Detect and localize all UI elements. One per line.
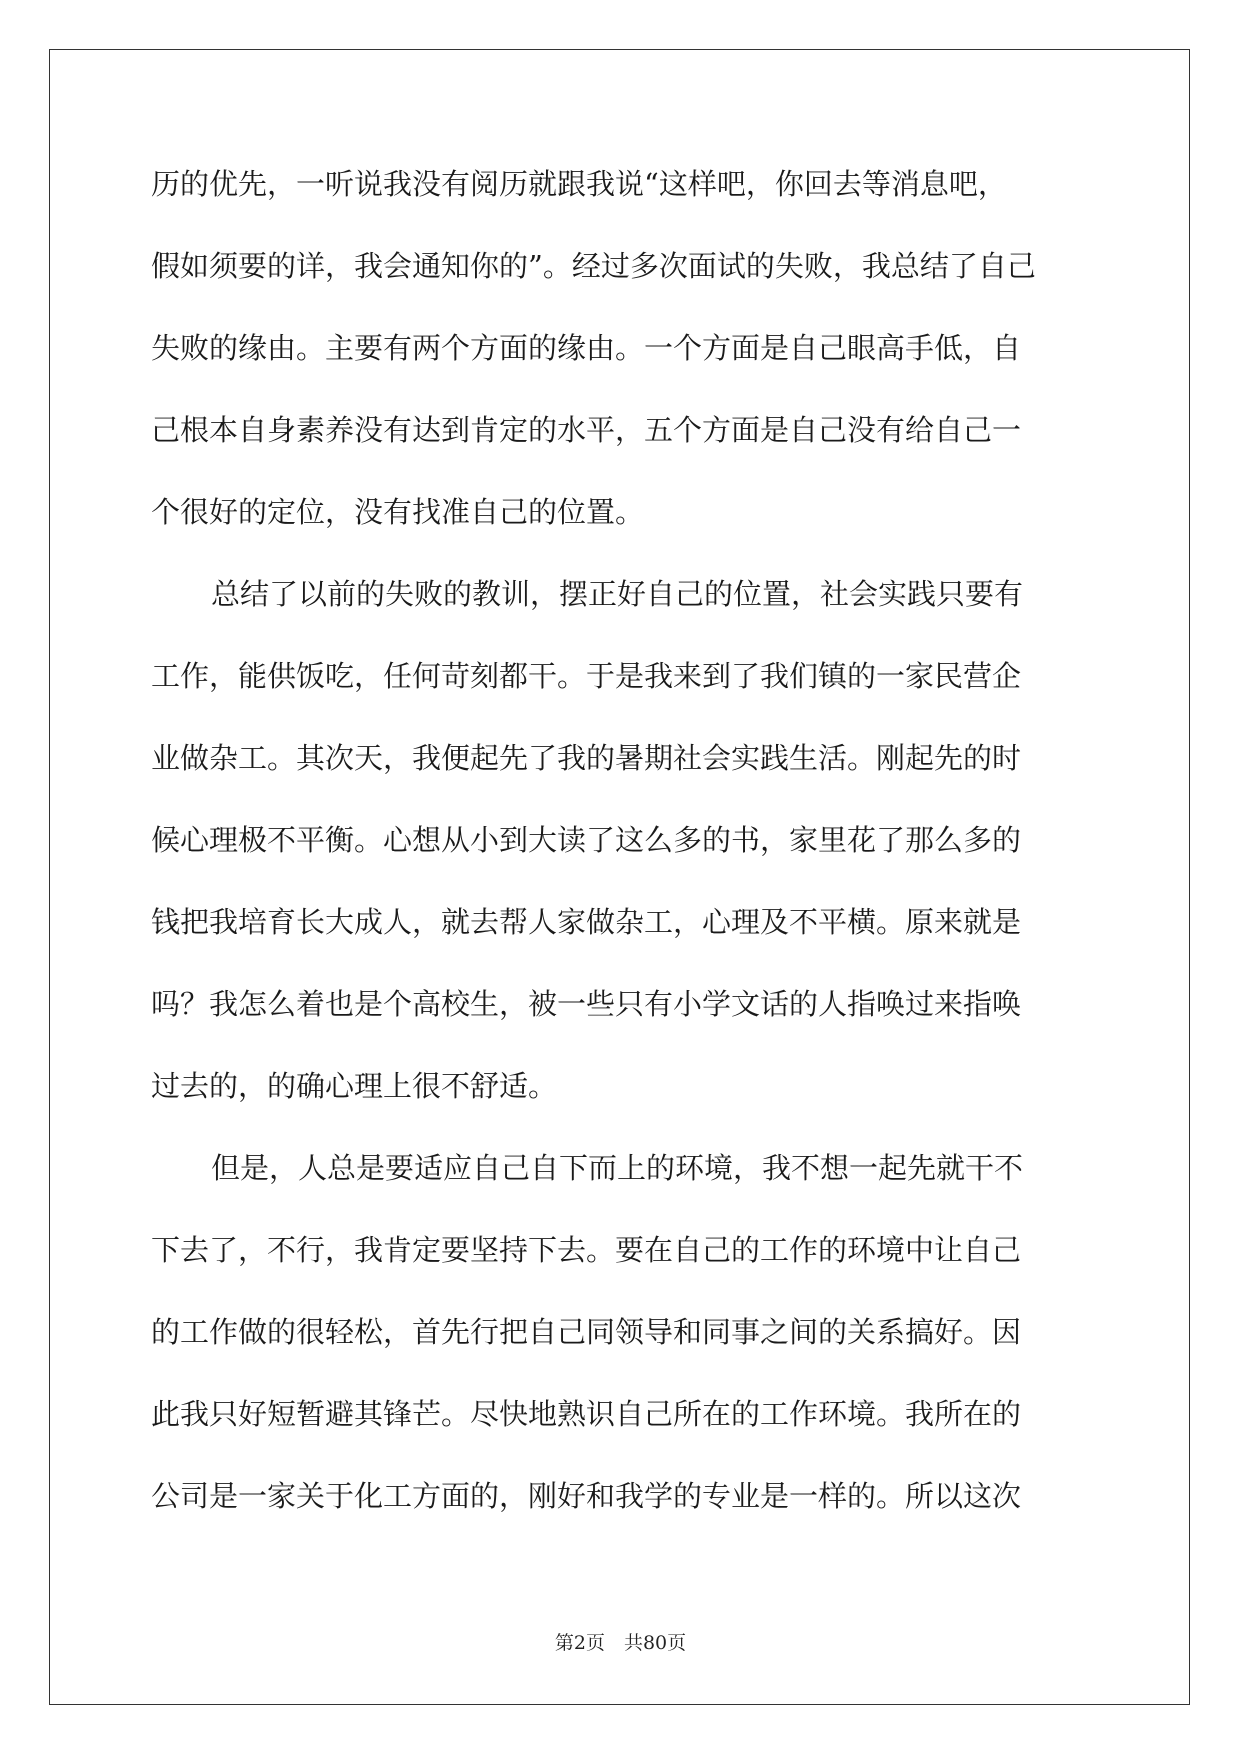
text-line: 的工作做的很轻松，首先行把自己同领导和同事之间的关系搞好。因 [151,1315,1022,1349]
text-line: 业做杂工。其次天，我便起先了我的暑期社会实践生活。刚起先的时 [151,741,1022,775]
page-number-footer [0,1628,1241,1655]
text-line: 个很好的定位，没有找准自己的位置。 [151,495,645,529]
text-line: 工作，能供饭吃，任何苛刻都干。于是我来到了我们镇的一家民营企 [151,659,1022,693]
text-line: 假如须要的详，我会通知你的”。经过多次面试的失败，我总结了自己 [151,249,1036,283]
text-line: 失败的缘由。主要有两个方面的缘由。一个方面是自己眼高手低，自 [151,331,1022,365]
text-line: 过去的，的确心理上很不舒适。 [151,1069,558,1103]
document-body [151,160,1091,1554]
text-line: 钱把我培育长大成人，就去帮人家做杂工，心理及不平横。原来就是 [151,905,1022,939]
text-line: 下去了，不行，我肯定要坚持下去。要在自己的工作的环境中让自己 [151,1233,1022,1267]
text-line: 此我只好短暂避其锋芒。尽快地熟识自己所在的工作环境。我所在的 [151,1397,1022,1431]
paragraph-first-line: 但是，人总是要适应自己自下而上的环境，我不想一起先就干不 [211,1151,1024,1185]
text-line: 候心理极不平衡。心想从小到大读了这么多的书，家里花了那么多的 [151,823,1022,857]
text-line: 历的优先，一听说我没有阅历就跟我说“这样吧，你回去等消息吧， [151,167,1007,201]
text-line: 己根本自身素养没有达到肯定的水平，五个方面是自己没有给自己一 [151,413,1022,447]
text-line: 吗？我怎么着也是个高校生，被一些只有小学文话的人指唤过来指唤 [151,987,1022,1021]
text-line: 公司是一家关于化工方面的，刚好和我学的专业是一样的。所以这次 [151,1479,1022,1513]
paragraph-first-line: 总结了以前的失败的教训，摆正好自己的位置，社会实践只要有 [211,577,1024,611]
page-number-label: 第2页 共80页 [554,1632,687,1654]
